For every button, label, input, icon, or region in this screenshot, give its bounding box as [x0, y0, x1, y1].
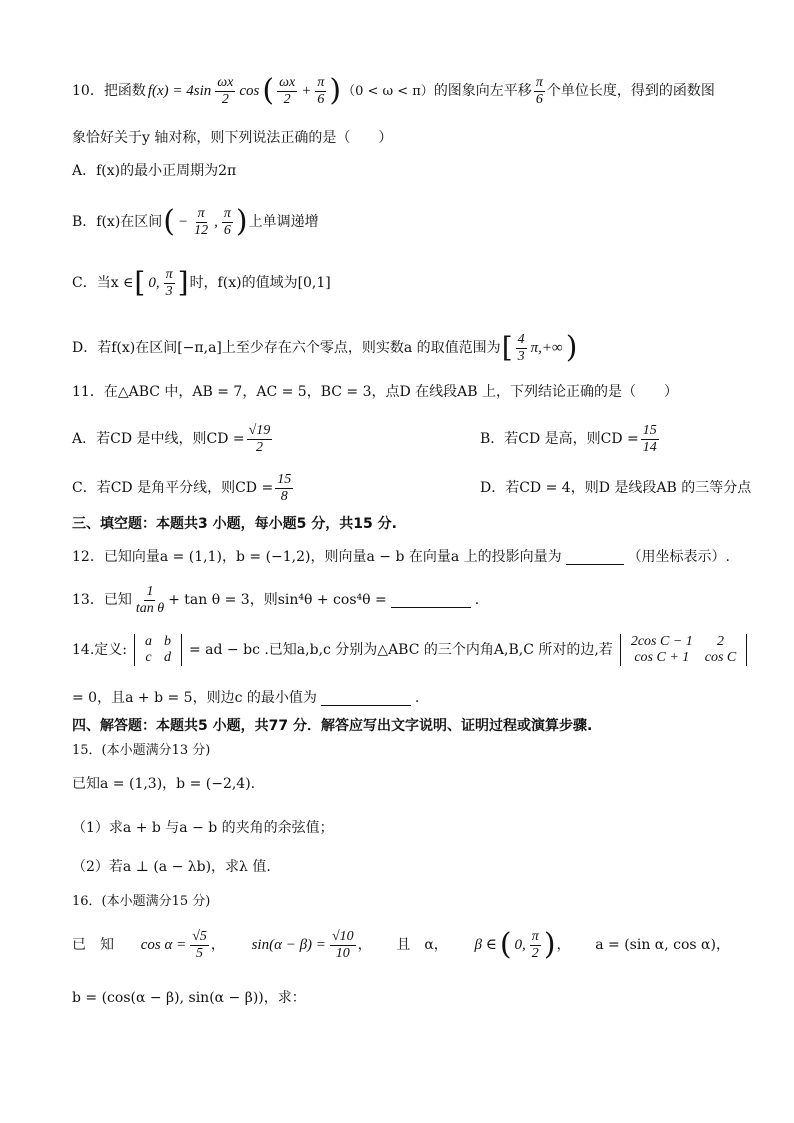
q14-determinant-given: [616, 634, 751, 666]
q14-det1-bar-right: [181, 634, 182, 666]
q10-option-c-pre: C．当x ∈: [72, 275, 134, 291]
q14-mid: = ad − bc .已知a,b,c 分别为△ABC 的三个内角A,B,C 所对的边,若: [188, 642, 613, 658]
q16-cos-den: 5: [196, 945, 204, 961]
q11-option-b-pre: B．若CD 是高，则CD =: [480, 431, 639, 447]
q16-beta-label: β ∈: [474, 936, 497, 953]
section-4-heading: 四、解答题：本题共5 小题，共77 分．解答应写出文字说明、证明过程或演算步骤.: [72, 718, 593, 734]
q16-cos-frac: [190, 930, 209, 961]
q14-det1-table: [139, 634, 177, 666]
q13: [72, 580, 730, 620]
q13-pre: 13．已知: [72, 592, 132, 608]
q16-line2: b = (cos(α − β), sin(α − β))，求：: [72, 990, 306, 1006]
q14-det2-11: 2cos C − 1: [630, 634, 693, 649]
q10-option-a: A．f(x)的最小正周期为2π: [72, 163, 237, 179]
q10-option-b-frac1-num: π: [197, 205, 205, 221]
q16-line1: [72, 925, 730, 965]
q15-given: 已知a = (1,3)，b = (−2,4).: [72, 776, 256, 792]
q16-cos-num: √5: [192, 928, 207, 944]
q11-option-c-pre: C．若CD 是角平分线，则CD =: [72, 480, 274, 496]
q10-frac3: [315, 76, 326, 107]
q10-option-b-minus: −: [178, 213, 189, 230]
q14-line1: [72, 628, 737, 672]
q16-sin-frac: [330, 930, 356, 961]
q14-det2-bar-right: [746, 634, 747, 666]
q14-det1-bar-left: [134, 634, 135, 666]
q16-sin-den: 10: [335, 945, 350, 961]
q10-plus: +: [301, 82, 312, 99]
q10-option-b-post: 上单调递增: [248, 214, 319, 230]
q12: [72, 543, 730, 571]
q10-option-c-bracket-open: [: [134, 266, 146, 299]
q10-frac2: [277, 76, 297, 107]
q16-given-word: 已 知: [72, 937, 114, 953]
q13-mid: + tan θ = 3，则sin⁴θ + cos⁴θ =: [168, 592, 387, 608]
q10-option-d-pre: D．若f(x)在区间[−π,a]上至少存在六个零点，则实数a 的取值范围为: [72, 340, 501, 356]
q14-line2-pre: = 0，且a + b = 5，则边c 的最小值为: [72, 690, 317, 706]
q10-option-b-frac2: [222, 207, 233, 238]
q10-cos: cos: [239, 82, 260, 99]
q10-line2: 象恰好关于y 轴对称，则下列说法正确的是（ ）: [72, 130, 393, 146]
q11-option-d: D．若CD = 4，则D 是线段AB 的三等分点: [480, 480, 752, 496]
q10-mid: 的图象向左平移: [433, 83, 532, 99]
q16-and-alpha: 且 α，: [396, 937, 448, 953]
q12-answer-blank[interactable]: [566, 550, 624, 565]
q14-det2-table: [625, 634, 742, 666]
q10-option-d-paren-close: ): [565, 330, 578, 365]
q16-beta-num: π: [531, 928, 539, 944]
q11-option-c-frac: [275, 473, 293, 504]
q13-post: .: [474, 592, 480, 608]
q16-sin-label: sin(α − β) =: [251, 936, 326, 953]
q11-option-b-den: 14: [642, 439, 657, 455]
q10-option-c-frac: [164, 268, 175, 299]
q10-option-b-comma: ,: [214, 213, 218, 230]
q10-option-b-paren-close: ): [235, 204, 248, 239]
q10-option-d: [72, 328, 730, 368]
q10-paren-close: ): [329, 73, 342, 108]
q10-option-b-frac2-num: π: [223, 205, 231, 221]
q14-det1-c: c: [145, 650, 152, 665]
q10-f-lhs: f(x) = 4sin: [147, 82, 212, 99]
q13-frac-den: tan θ: [135, 600, 165, 616]
q10-frac4-num: π: [535, 74, 543, 90]
q15-heading: 15．(本小题满分13 分): [72, 742, 211, 758]
q10-option-c: [72, 263, 730, 303]
q14-det1-d: d: [163, 650, 171, 665]
q16-beta-frac: [530, 930, 541, 961]
q14-line2: [72, 684, 730, 712]
q10-option-d-bracket-open: [: [501, 331, 513, 364]
q11-option-a-num: √19: [248, 422, 271, 438]
q14-pre: 14.定义:: [72, 642, 127, 658]
q10-option-b-frac1: [192, 207, 210, 238]
q11-option-c-num: 15: [277, 471, 292, 487]
q16-beta-zero: 0,: [514, 936, 526, 953]
q14-line2-post: .: [414, 690, 420, 706]
q16-vector-a: a = (sin α, cos α)，: [595, 937, 730, 953]
q10-frac1-den: 2: [221, 91, 229, 107]
q11-row1: [72, 419, 730, 459]
q13-answer-blank[interactable]: [391, 593, 471, 608]
q13-frac: [134, 585, 166, 616]
q11-option-b: [480, 424, 661, 455]
q14-det1-a: a: [144, 634, 152, 649]
q10-option-d-tail: π,+∞: [530, 339, 563, 356]
q10-option-d-frac-num: 4: [517, 331, 525, 347]
q10-suffix: 个单位长度，得到的函数图: [546, 83, 715, 99]
q10-option-c-frac-num: π: [165, 266, 173, 282]
q11-stem: 11．在△ABC 中，AB = 7，AC = 5，BC = 3，点D 在线段AB 上，下列结论正确的是（ ）: [72, 384, 679, 400]
q16-sin-diff: sin(α − β) = $\frac{√10}{10}$ ，: [251, 928, 372, 961]
q14-det1-b: b: [163, 634, 171, 649]
q10-option-b-frac1-den: 12: [194, 222, 209, 238]
q10-frac2-den: 2: [283, 91, 291, 107]
q10-option-d-frac-den: 3: [517, 348, 525, 364]
q14-determinant-def: [130, 634, 186, 666]
q16-beta-range: β ∈ ( 0, $\frac{\pi}{2}$ ) ，: [474, 927, 571, 962]
q10-frac1-num: ωx: [217, 74, 234, 90]
q15-part1: （1）求a + b 与a − b 的夹角的余弦值；: [72, 820, 334, 836]
q16-cos-alpha: cos α = $\frac{√5}{5}$ ，: [140, 928, 225, 961]
q14-det2-21: cos C + 1: [634, 650, 690, 665]
q10-range: （0 < ω < π）: [342, 83, 434, 99]
q10-frac3-num: π: [317, 74, 325, 90]
q11-option-b-frac: [641, 424, 659, 455]
q16-sin-num: √10: [331, 928, 354, 944]
q14-answer-blank[interactable]: [321, 691, 411, 706]
q10-frac4: [534, 76, 545, 107]
q10-line1: [72, 71, 730, 111]
q10-option-c-post: 时，f(x)的值域为[0,1]: [189, 275, 331, 291]
q14-det2-12: 2: [717, 634, 725, 649]
section-3-heading: 三、填空题：本题共3 小题，每小题5 分，共15 分.: [72, 516, 397, 532]
q16-beta-den: 2: [531, 945, 539, 961]
q10-option-d-frac: [516, 333, 527, 364]
q10-frac3-den: 6: [317, 91, 325, 107]
q10-option-c-frac-den: 3: [165, 283, 173, 299]
q15-part2: （2）若a ⊥ (a − λb)，求λ 值.: [72, 859, 271, 875]
q10-number: 10．把函数: [72, 83, 146, 99]
q13-frac-num: 1: [146, 583, 154, 599]
q10-paren-open: (: [262, 73, 275, 108]
q16-beta-paren-open: (: [499, 927, 512, 962]
q11-option-c-den: 8: [280, 488, 288, 504]
q14-det2-22: cos C: [704, 650, 737, 665]
q11-option-a-pre: A．若CD 是中线，则CD =: [72, 431, 245, 447]
q10-frac1: [215, 76, 235, 107]
q11-option-b-num: 15: [642, 422, 657, 438]
q10-option-c-zero: 0,: [148, 274, 160, 291]
q11-option-a-frac: [247, 424, 273, 455]
q10-option-b-frac2-den: 6: [223, 222, 231, 238]
q10-frac2-num: ωx: [279, 74, 296, 90]
q16-heading: 16．(本小题满分15 分): [72, 893, 211, 909]
q10-option-c-bracket-close: ]: [177, 266, 189, 299]
q16-cos-label: cos α =: [140, 936, 187, 953]
q10-option-b: [72, 202, 730, 242]
q10-option-b-pre: B．f(x)在区间: [72, 214, 163, 230]
q10-option-b-paren-open: (: [163, 204, 176, 239]
q12-text-post: （用坐标表示）.: [627, 549, 730, 565]
q12-text-pre: 12．已知向量a = (1,1)，b = (−1,2)，则向量a − b 在向量a 上的投影向量为: [72, 549, 562, 565]
q11-row2: [72, 468, 752, 508]
q16-beta-paren-close: ): [543, 927, 556, 962]
q11-option-a-den: 2: [255, 439, 263, 455]
q10-frac4-den: 6: [535, 91, 543, 107]
q14-det2-bar-left: [620, 634, 621, 666]
